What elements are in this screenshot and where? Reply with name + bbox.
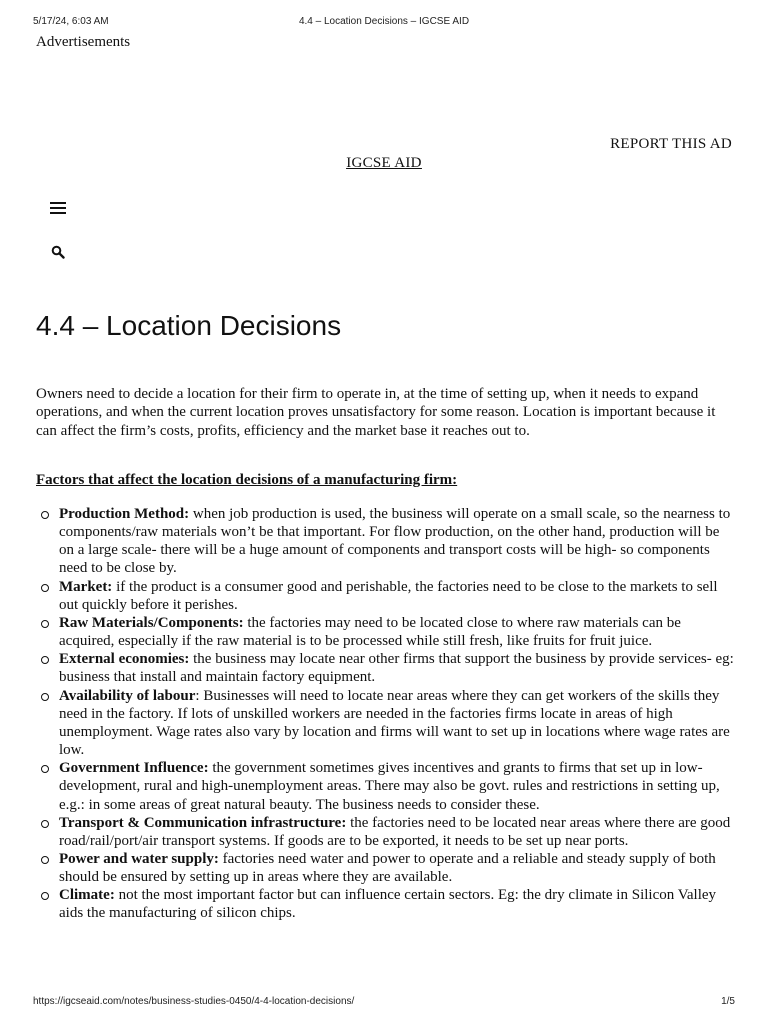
factor-text: factories need water and power to operate and a reliable and steady supply of both should be ensured by setting up in areas where they are available.: [59, 850, 716, 886]
bullet-icon: [41, 693, 49, 701]
page-number: 1/5: [721, 996, 735, 1007]
page-title: 4.4 – Location Decisions: [36, 310, 342, 341]
factor-text: the government sometimes gives incentives and grants to firms that set up in low-development, rural and high-unemployment areas. There may also be govt. rules and restrictions in setting up, e.g.: in some areas of great natural beauty. The business needs to consider these.: [59, 760, 720, 813]
site-title: [0, 155, 768, 172]
list-item: [59, 886, 737, 922]
list-item: [59, 814, 737, 850]
advertisements-label: Advertisements: [36, 34, 131, 50]
bullet-icon: [41, 620, 49, 628]
factor-list: [59, 505, 737, 923]
bullet-icon: [41, 584, 49, 592]
factor-term: Transport & Communication infrastructure:: [59, 814, 347, 831]
list-item: [59, 759, 737, 813]
report-ad-link[interactable]: REPORT THIS AD: [610, 136, 732, 152]
factor-term: Availability of labour: [59, 687, 196, 704]
site-title-link[interactable]: IGCSE AID: [346, 155, 422, 171]
list-item: [59, 578, 737, 614]
hamburger-menu-icon: [50, 202, 66, 214]
bullet-icon: [41, 856, 49, 864]
list-item: [59, 505, 737, 578]
factor-text: not the most important factor but can influence certain sectors. Eg: the dry climate in Silicon Valley aids the manufacturing of silicon chips.: [59, 887, 717, 922]
factor-term: Climate:: [59, 887, 115, 904]
factor-term: Raw Materials/Components:: [59, 614, 244, 631]
factor-text: the factories need to be located near areas where there are good road/rail/port/air transport systems. If goods are to be exported, it needs to be set up near ports.: [59, 814, 731, 849]
factor-term: Production Method:: [59, 506, 190, 522]
bullet-icon: [41, 892, 49, 900]
factor-term: External economies:: [59, 651, 190, 668]
bullet-icon: [41, 820, 49, 828]
search-button[interactable]: [51, 245, 65, 259]
factor-term: Government Influence:: [59, 760, 209, 777]
print-url: https://igcseaid.com/notes/business-studies-0450/4-4-location-decisions/: [33, 996, 355, 1007]
factor-text: the factories may need to be located close to where raw materials can be acquired, especially if the raw material is to be processed while still fresh, like fruits for fruit juice.: [59, 614, 681, 650]
bullet-icon: [41, 765, 49, 773]
print-datetime: 5/17/24, 6:03 AM: [33, 16, 109, 27]
factor-term: Power and water supply:: [59, 850, 219, 867]
list-item: [59, 650, 737, 686]
intro-paragraph: Owners need to decide a location for their firm to operate in, at the time of setting up, when it needs to expand operations, and when the current location proves unsatisfactory for some reason. Location is important because it can affect the firm’s costs, profits, efficiency and the market base it reaches out to.: [36, 386, 716, 439]
factor-term: Market:: [59, 578, 113, 595]
bullet-icon: [41, 656, 49, 664]
list-item: [59, 850, 737, 886]
list-item: [59, 614, 737, 650]
factor-text: when job production is used, the business will operate on a small scale, so the nearness to components/raw materials won’t be that important. For flow production, on the other hand, production will be on a large scale- there will be a huge amount of components and transport costs will be high- so components need to be close by.: [59, 506, 731, 577]
print-page-title: 4.4 – Location Decisions – IGCSE AID: [298, 16, 470, 27]
factor-text: if the product is a consumer good and perishable, the factories need to be close to the markets to sell out quickly before it perishes.: [59, 578, 718, 613]
menu-button[interactable]: [50, 202, 66, 214]
factor-text: the business may locate near other firms that support the business by provide services- eg: business that install and maintain factory equipment.: [59, 651, 734, 686]
search-icon: [51, 245, 65, 259]
factors-heading: Factors that affect the location decisions of a manufacturing firm:: [36, 472, 458, 488]
list-item: [59, 687, 737, 760]
bullet-icon: [41, 511, 49, 519]
factor-text: : Businesses will need to locate near areas where they can get workers of the skills they need in the factory. If lots of unskilled workers are needed in the factories firms locate in areas of high unemployment. Wage rates also vary by location and firms will want to set up in locations where wage rates are low.: [59, 687, 730, 759]
